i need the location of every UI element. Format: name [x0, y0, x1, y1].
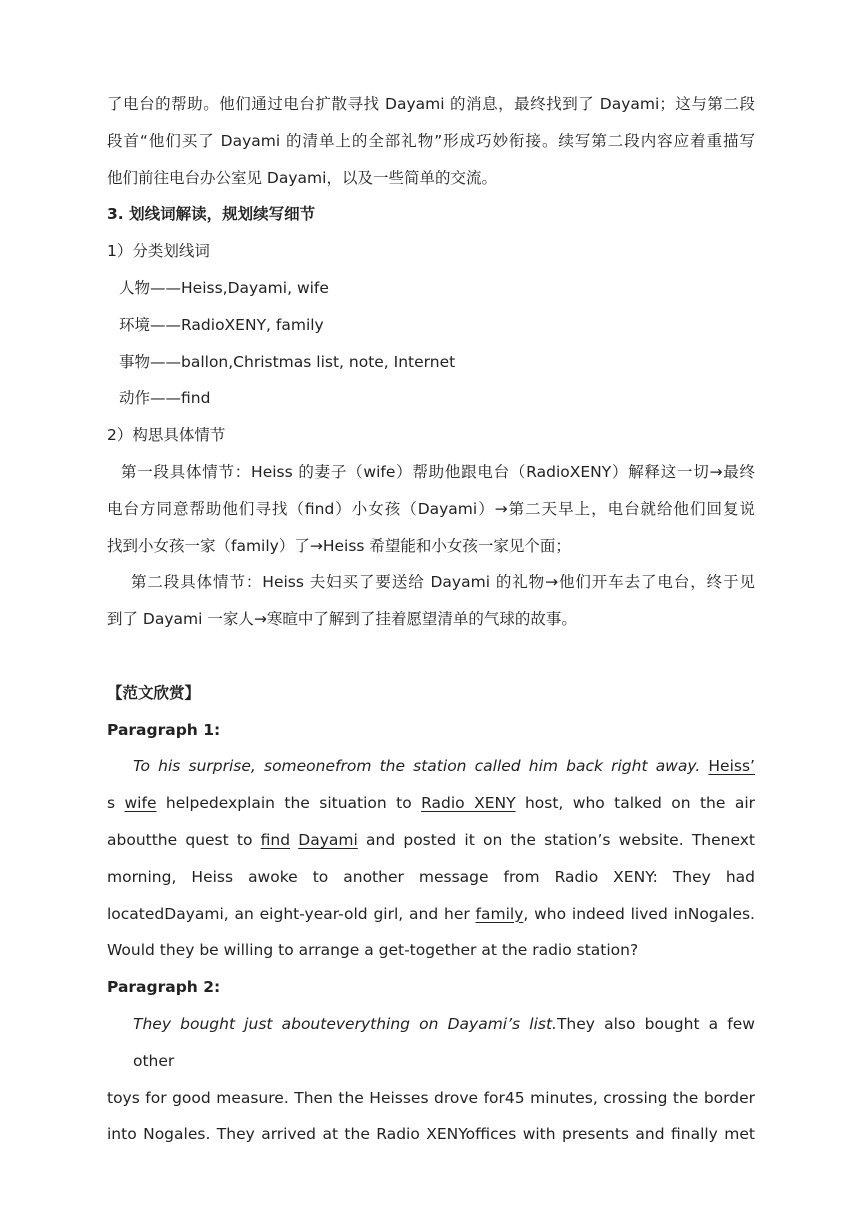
- underlined-dayami: Dayami: [298, 830, 358, 849]
- plot-p1-line-1: 第一段具体情节：Heiss 的妻子（wife）帮助他跟电台（RadioXENY）解释这一切→最终: [121, 462, 755, 481]
- p1-line-2: [107, 785, 755, 822]
- p2-line-1: [107, 1006, 755, 1080]
- model-essay-title: 【范文欣赏】: [107, 683, 201, 702]
- p1-text: , who indeed lived inNogales.: [523, 904, 755, 923]
- plot-p1-line-3: 找到小女孩一家（family）了→Heiss 希望能和小女孩一家见个面；: [107, 536, 571, 555]
- category-characters: 人物——Heiss,Dayami, wife: [119, 278, 329, 297]
- underlined-find: find: [260, 830, 291, 849]
- p1-line-6: Would they be willing to arrange a get-together at the radio station?: [107, 941, 639, 960]
- document-page: [107, 86, 755, 1153]
- analysis-line-1: 了电台的帮助。他们通过电台扩散寻找 Dayami 的消息，最终找到了 Dayami；这与第二段: [107, 95, 755, 113]
- p2-text: They also bought a few other: [133, 1014, 755, 1070]
- p1-text: aboutthe quest to: [107, 830, 261, 849]
- p1-text: s: [107, 794, 125, 813]
- p1-text: and posted it on the station’s website. Thenext: [357, 830, 755, 849]
- underlined-heiss: Heiss’: [708, 757, 755, 776]
- p1-line-1: [107, 748, 755, 785]
- p1-italic-sentence: To his surprise, someonefrom the station called him back right away.: [133, 757, 701, 776]
- subheading-2: 2）构思具体情节: [107, 426, 226, 445]
- plot-p2-line-2: 到了 Dayami 一家人→寒暄中了解到了挂着愿望清单的气球的故事。: [107, 610, 577, 629]
- category-objects: 事物——ballon,Christmas list, note, Internet: [119, 352, 456, 371]
- spacer: [107, 638, 755, 675]
- underlined-family: family: [475, 904, 524, 923]
- analysis-line-2: 段首“他们买了 Dayami 的清单上的全部礼物”形成巧妙衔接。续写第二段内容应着重描写: [107, 131, 755, 150]
- category-actions: 动作——find: [119, 389, 211, 408]
- underlined-radio-xeny: Radio XENY: [421, 794, 516, 813]
- p2-italic-sentence: They bought just abouteverything on Dayami’s list.: [133, 1014, 557, 1033]
- p1-text: host, who talked on the air: [515, 794, 755, 813]
- plot-p1-line-2: 电台方同意帮助他们寻找（find）小女孩（Dayami）→第二天早上，电台就给他们回复说: [107, 499, 755, 518]
- paragraph-2-label: Paragraph 2:: [107, 978, 221, 997]
- p1-text: locatedDayami, an eight-year-old girl, and her: [107, 904, 476, 923]
- subheading-1: 1）分类划线词: [107, 242, 210, 261]
- p2-line-2: toys for good measure. Then the Heisses drove for45 minutes, crossing the border: [107, 1088, 755, 1107]
- p1-line-4: morning, Heiss awoke to another message from Radio XENY: They had: [107, 867, 755, 886]
- p2-line-3: into Nogales. They arrived at the Radio XENYoffices with presents and finally met: [107, 1125, 755, 1144]
- underlined-wife: wife: [124, 794, 157, 813]
- plot-p2-line-1: 第二段具体情节：Heiss 夫妇买了要送给 Dayami 的礼物→他们开车去了电台，终于见: [131, 573, 755, 592]
- category-environment: 环境——RadioXENY, family: [119, 315, 324, 334]
- paragraph-1-label: Paragraph 1:: [107, 720, 221, 739]
- p1-line-5: [107, 896, 755, 933]
- analysis-line-3: 他们前往电台办公室见 Dayami，以及一些简单的交流。: [107, 168, 497, 187]
- p1-line-3: [107, 822, 755, 859]
- p1-text: helpedexplain the situation to: [156, 794, 422, 813]
- section-heading-3: 3. 划线词解读，规划续写细节: [107, 205, 316, 224]
